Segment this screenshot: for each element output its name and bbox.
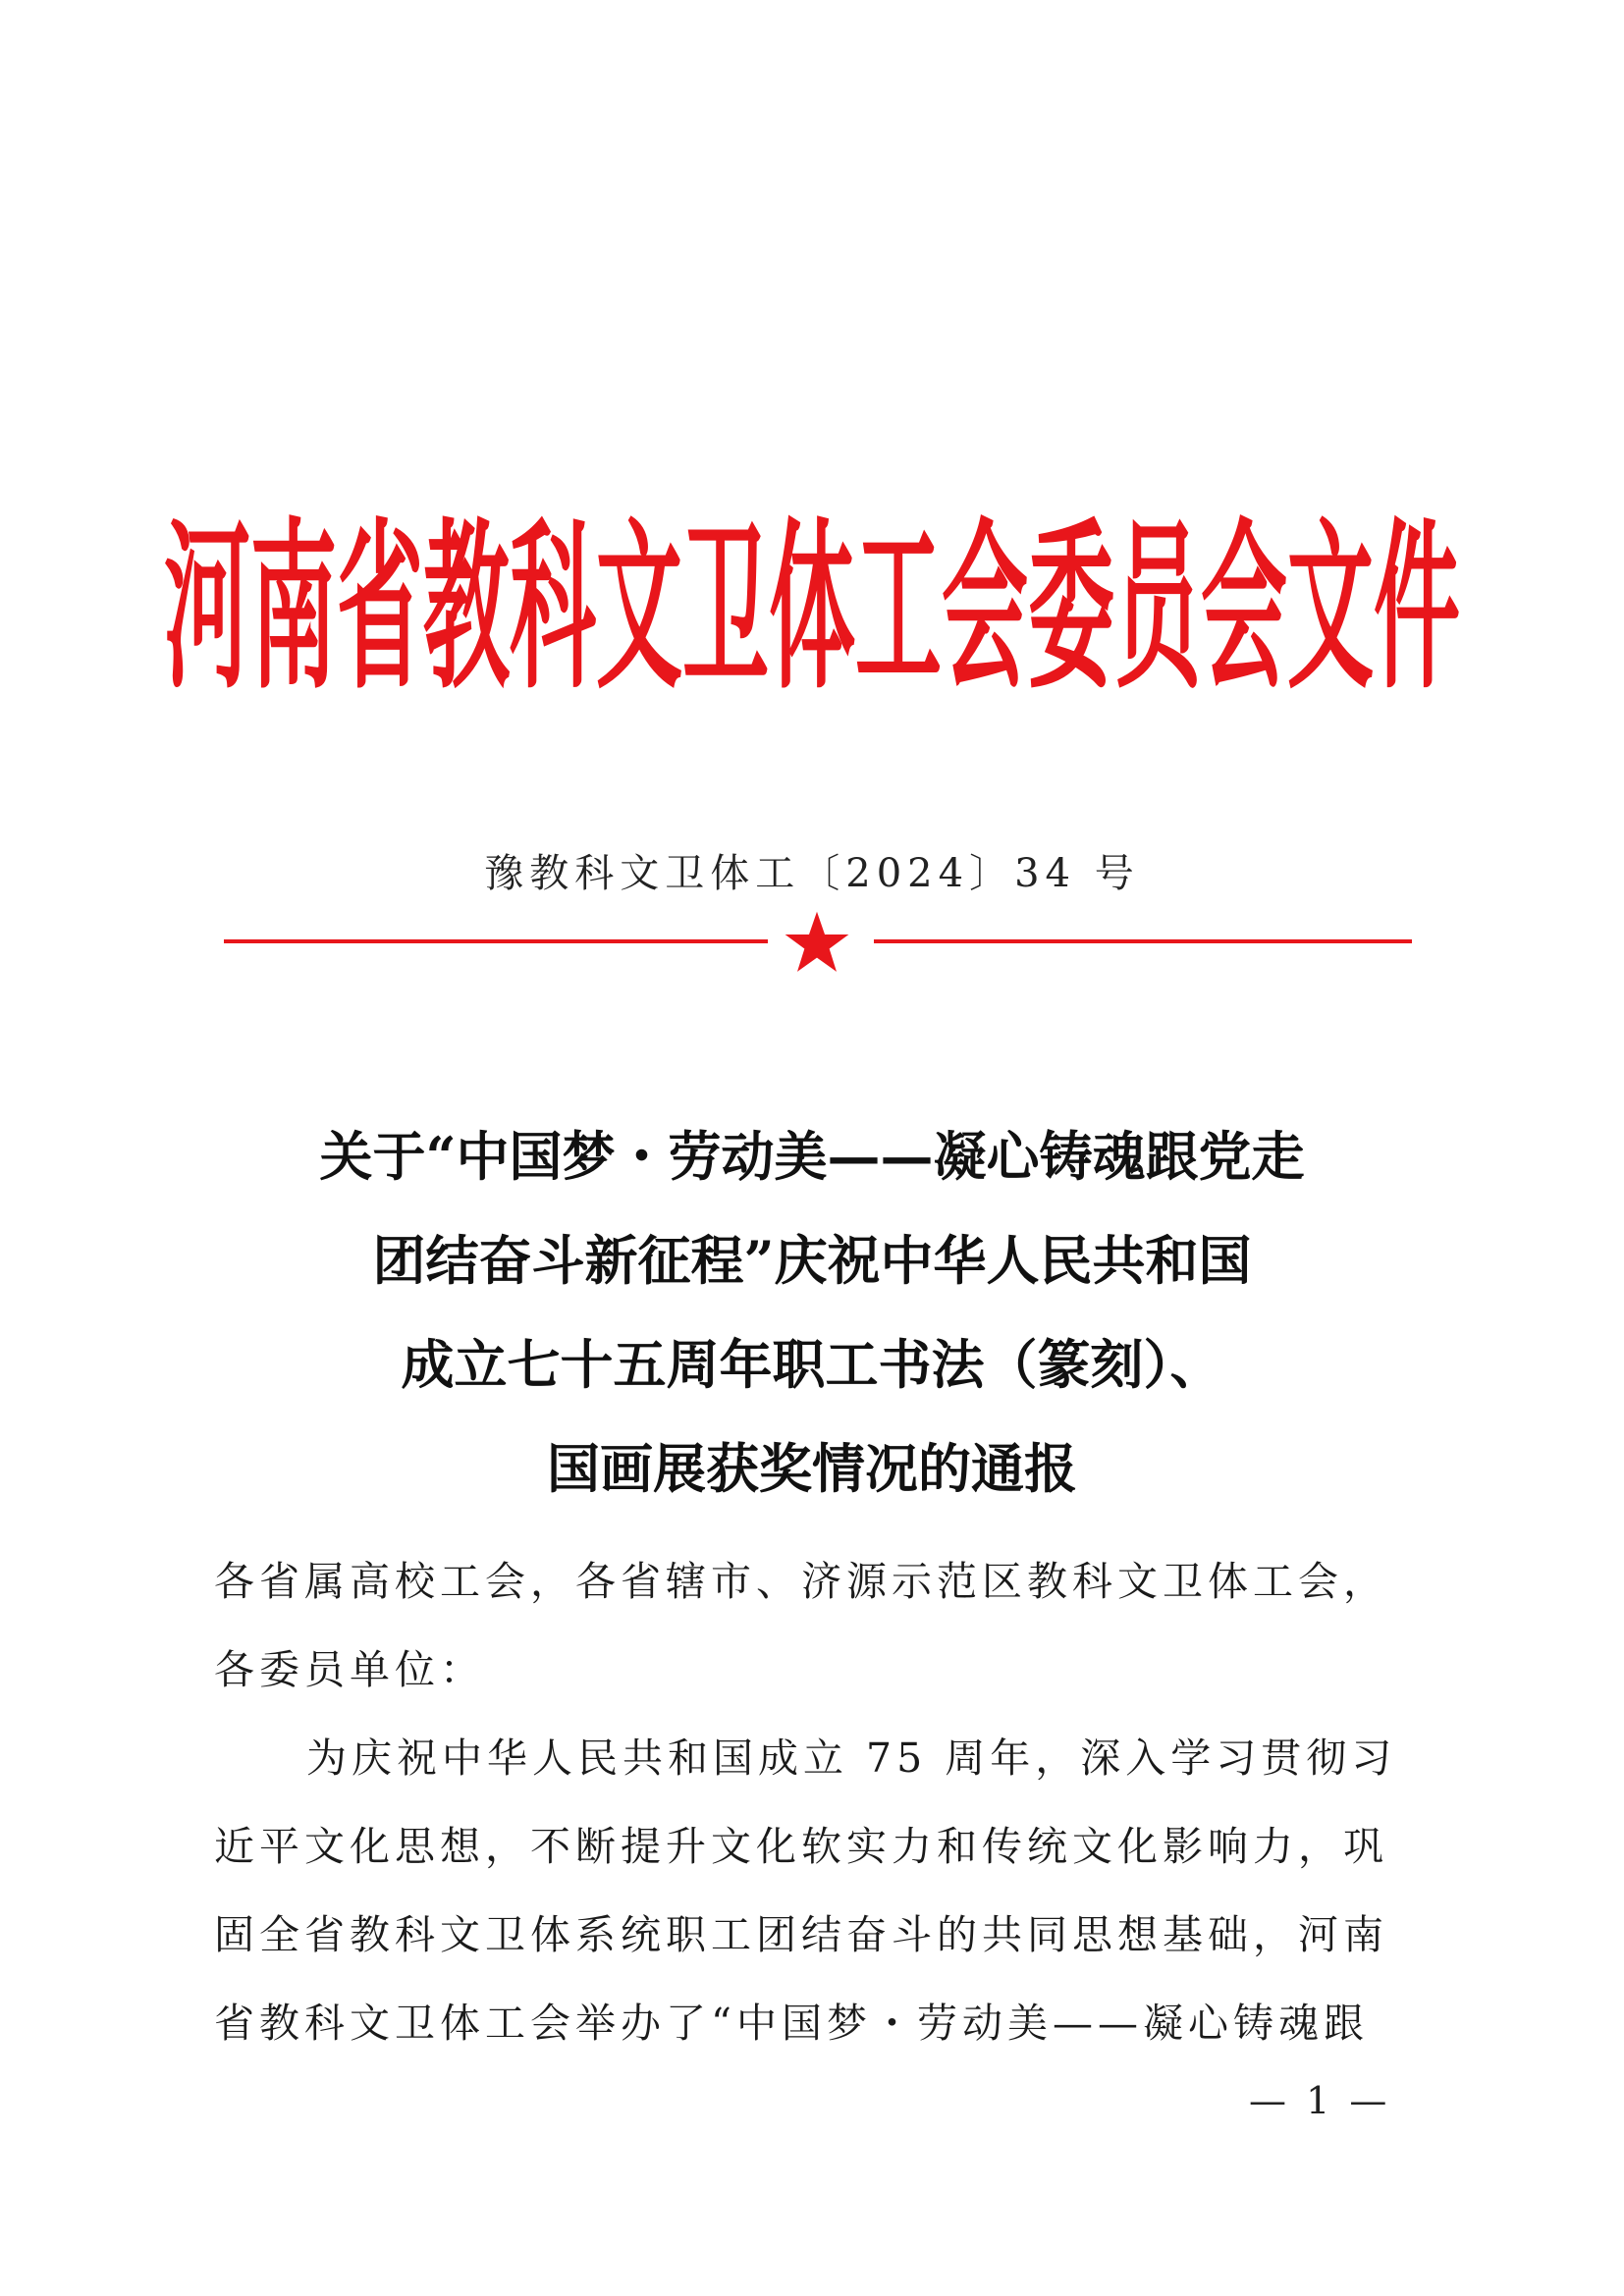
- salutation-line: 各省属高校工会，各省辖市、济源示范区教科文卫体工会，: [214, 1558, 1388, 1605]
- document-number: 豫教科文卫体工〔2024〕34 号: [484, 851, 1140, 896]
- red-divider-right: [874, 939, 1412, 943]
- notice-title: [0, 1104, 1624, 1521]
- masthead-text: 河南省教科文卫体工会委员会文件: [163, 501, 1460, 715]
- page-number: — 1 —: [1249, 2079, 1391, 2122]
- title-line: 国画展获奖情况的通报: [547, 1437, 1077, 1500]
- body-paragraph-line: 为庆祝中华人民共和国成立 75 周年，深入学习贯彻习: [306, 1735, 1397, 1782]
- red-star-icon: [784, 909, 850, 976]
- document-masthead: [0, 501, 1624, 715]
- body-paragraph-line: 近平文化思想，不断提升文化软实力和传统文化影响力，巩: [214, 1823, 1388, 1870]
- body-paragraph-line: 省教科文卫体工会举办了“中国梦・劳动美——凝心铸魂跟: [214, 2000, 1369, 2047]
- body-paragraph-line: 固全省教科文卫体系统职工团结奋斗的共同思想基础，河南: [214, 1911, 1388, 1958]
- red-divider-left: [224, 939, 768, 943]
- title-line: 团结奋斗新征程”庆祝中华人民共和国: [372, 1229, 1252, 1292]
- title-line: 成立七十五周年职工书法（篆刻）、: [401, 1333, 1223, 1396]
- title-line: 关于“中国梦・劳动美——凝心铸魂跟党走: [319, 1125, 1305, 1188]
- salutation-line: 各委员单位：: [214, 1646, 485, 1693]
